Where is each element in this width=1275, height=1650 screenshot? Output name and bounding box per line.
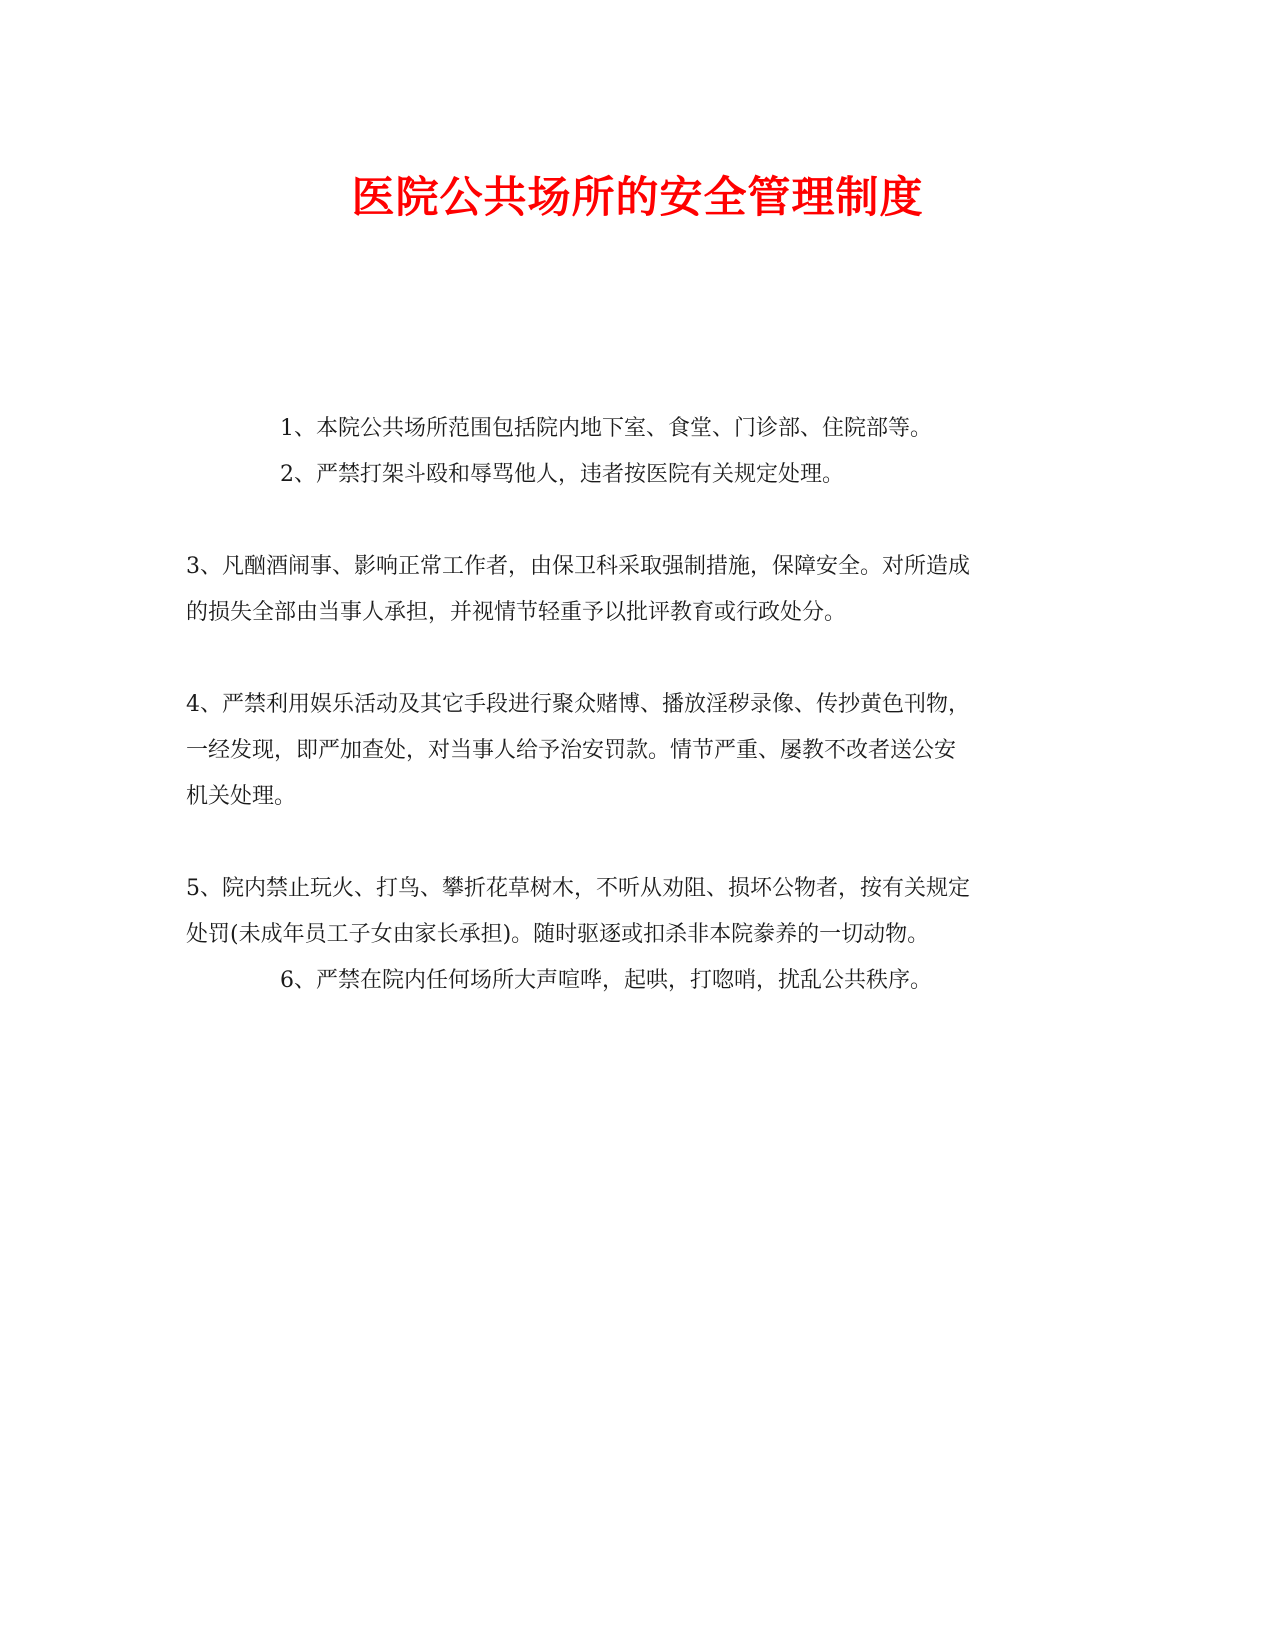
document-title: 医院公共场所的安全管理制度 bbox=[351, 173, 924, 223]
rule-3-line-2: 的损失全部由当事人承担，并视情节轻重予以批评教育或行政处分。 bbox=[186, 600, 847, 625]
rule-4-line-3: 机关处理。 bbox=[186, 784, 297, 809]
rule-4-line-2: 一经发现，即严加查处，对当事人给予治安罚款。情节严重、屡教不改者送公安 bbox=[186, 738, 957, 763]
rule-5-line-1: 5、院内禁止玩火、打鸟、攀折花草树木，不听从劝阻、损坏公物者，按有关规定 bbox=[186, 876, 970, 901]
rule-3-line-1: 3、凡酗酒闹事、影响正常工作者，由保卫科采取强制措施，保障安全。对所造成 bbox=[186, 554, 970, 579]
rule-4-line-1: 4、严禁利用娱乐活动及其它手段进行聚众赌博、播放淫秽录像、传抄黄色刊物， bbox=[186, 692, 970, 717]
rule-2-line-1: 2、严禁打架斗殴和辱骂他人，违者按医院有关规定处理。 bbox=[280, 462, 844, 487]
rule-6-line-1: 6、严禁在院内任何场所大声喧哗，起哄，打唿哨，扰乱公共秩序。 bbox=[280, 968, 932, 993]
rule-5-line-2: 处罚(未成年员工子女由家长承担)。随时驱逐或扣杀非本院豢养的一切动物。 bbox=[186, 922, 930, 947]
rule-1-line-1: 1、本院公共场所范围包括院内地下室、食堂、门诊部、住院部等。 bbox=[280, 416, 932, 441]
